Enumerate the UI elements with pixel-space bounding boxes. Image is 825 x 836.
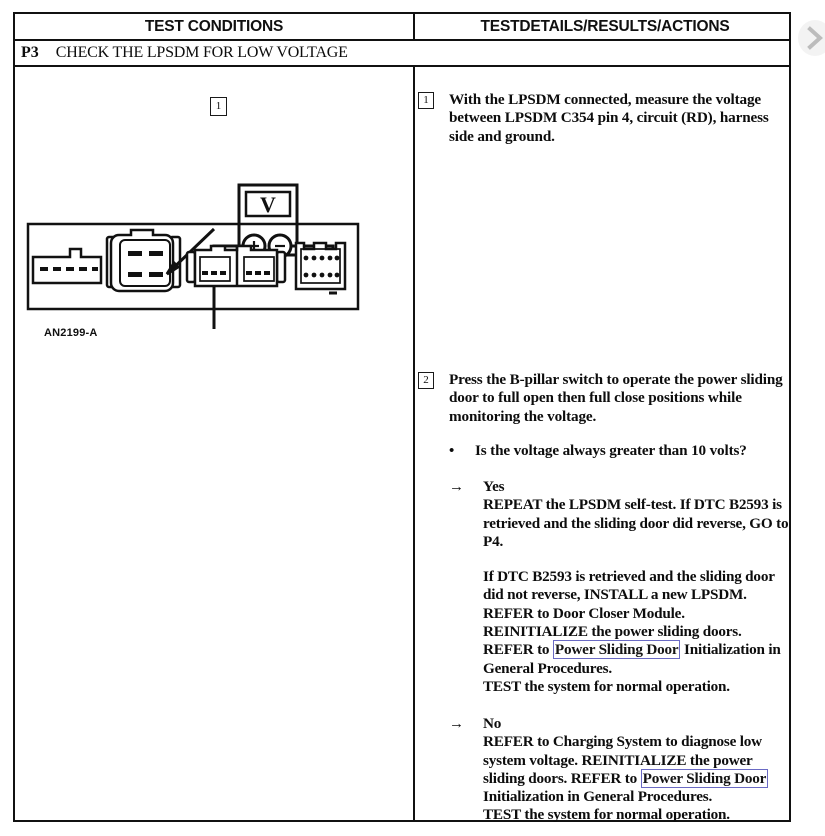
answer-yes-paragraph-1 [483, 496, 791, 551]
diagnostic-table [13, 12, 791, 822]
arrow-right-icon: → [449, 479, 464, 495]
wiring-test-diagram [15, 67, 415, 357]
step-2-text: Press the B-pillar switch to operate the power sliding door to full open then full close positions while monitoring the voltage. [449, 371, 783, 425]
answer-no-p1-post: Initialization in General Procedures. [483, 788, 713, 806]
answer-yes-p2-pre: If DTC B2593 is retrieved and the sliding door did not reverse, INSTALL a new LPSDM. REFER to Door Closer Module. REINITIALIZE the power sliding doors. REFER to [483, 568, 775, 659]
column-header-test-details: TESTDETAILS/RESULTS/ACTIONS [480, 17, 730, 35]
pinpoint-test-title-row [15, 41, 789, 67]
answer-yes-p1-pre: REPEAT the LPSDM self-test. If DTC B2593 is retrieved and the sliding door did reverse, GO to [483, 496, 789, 532]
pinpoint-test-title: CHECK THE LPSDM FOR LOW VOLTAGE [55, 44, 348, 61]
answer-yes-p1-post: . [499, 532, 504, 550]
question-text: Is the voltage always greater than 10 volts? [475, 442, 747, 459]
diagram-callout-1: 1 [210, 97, 227, 116]
step-2-number: 2 [418, 372, 434, 389]
answer-yes-p1-ref: P4 [483, 532, 500, 550]
answer-yes-paragraph-3: TEST the system for normal operation. [483, 677, 730, 695]
step-1 [417, 91, 791, 146]
bullet-icon: • [449, 443, 455, 459]
figure-reference-code: AN2199-A [44, 327, 98, 339]
answer-yes [449, 478, 791, 696]
test-details-cell [417, 67, 789, 824]
paragraph-spacer [483, 551, 791, 568]
answer-no [449, 715, 791, 825]
answer-no-p1-pre: REFER to Charging System to diagnose low system voltage. REINITIALIZE the power sliding doors. REFER to [483, 733, 762, 787]
svg-text:V: V [260, 192, 276, 217]
next-page-button[interactable] [798, 20, 825, 56]
step-1-text: With the LPSDM connected, measure the voltage between LPSDM C354 pin 4, circuit (RD), harness side and ground. [449, 91, 769, 145]
question-bullet-line [449, 442, 789, 460]
column-header-test-conditions: TEST CONDITIONS [15, 14, 415, 39]
test-conditions-cell [15, 67, 415, 820]
answer-yes-p2-post: Initialization in General Procedures. [483, 641, 781, 677]
pinpoint-test-id: P3 [21, 44, 39, 61]
link-power-sliding-door-no[interactable]: Power Sliding Door [642, 769, 767, 787]
answer-no-paragraph-2: TEST the system for normal operation. [483, 806, 730, 824]
table-header-row [15, 14, 789, 41]
chevron-right-icon [805, 25, 825, 51]
answer-no-label: No [483, 715, 502, 732]
arrow-right-icon: → [449, 716, 464, 732]
link-power-sliding-door-yes[interactable]: Power Sliding Door [554, 641, 679, 659]
step-1-number: 1 [418, 92, 434, 109]
table-body [15, 67, 789, 824]
answer-yes-label: Yes [483, 478, 505, 495]
answer-yes-paragraph-2 [483, 568, 791, 678]
step-2 [417, 371, 791, 426]
answer-no-paragraph-1 [483, 733, 791, 806]
